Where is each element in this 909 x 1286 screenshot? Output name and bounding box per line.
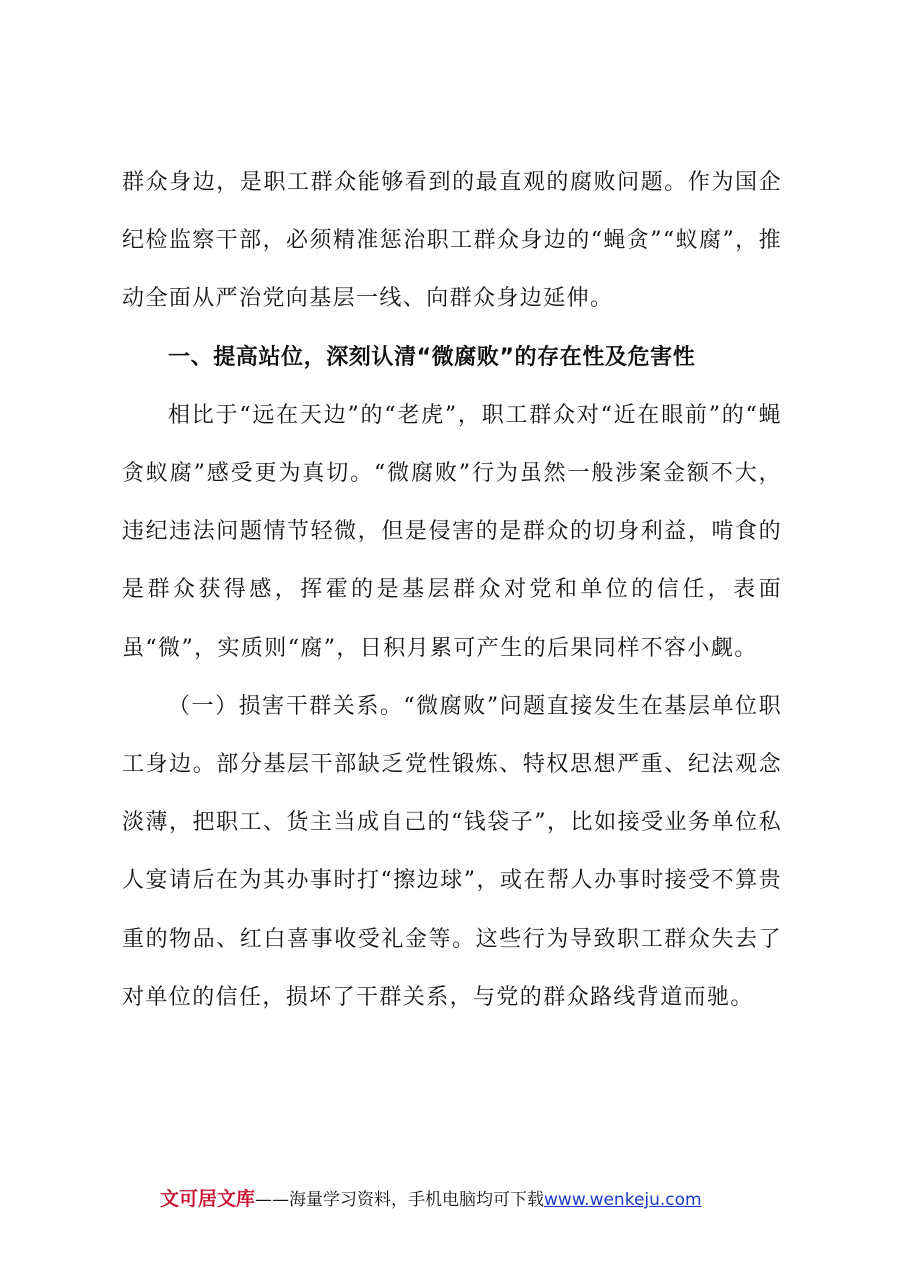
document-body [122,154,782,1027]
footer-url-link[interactable]: www.wenkeju.com [544,1190,702,1210]
footer-brand: 文可居文库 [160,1188,256,1210]
footer-tagline: ——海量学习资料，手机电脑均可下载 [255,1190,545,1210]
paragraph-subsection: （一）损害干群关系。“微腐败”问题直接发生在基层单位职工身边。部分基层干部缺乏党性锻炼、特权思想严重、纪法观念淡薄，把职工、货主当成自己的“钱袋子”，比如接受业务单位私人宴请后在为其办事时打“擦边球”，或在帮人办事时接受不算贵重的物品、红白喜事收受礼金等。这些行为导致职工群众失去了对单位的信任，损坏了干群关系，与党的群众路线背道而驰。 [122,693,782,1010]
paragraph-continued: 群众身边，是职工群众能够看到的最直观的腐败问题。作为国企纪检监察干部，必须精准惩治职工群众身边的“蝇贪”“蚁腐”，推动全面从严治党向基层一线、向群众身边延伸。 [122,170,782,312]
paragraph-body: 相比于“远在天边”的“老虎”，职工群众对“近在眼前”的“蝇贪蚁腐”感受更为真切。“微腐败”行为虽然一般涉案金额不大，违纪违法问题情节轻微，但是侵害的是群众的切身利益，啃食的是群众获得感，挥霍的是基层群众对党和单位的信任，表面虽“微”，实质则“腐”，日积月累可产生的后果同样不容小觑。 [122,402,782,661]
footer-banner [160,1184,702,1211]
section-heading: 一、提高站位，深刻认清“微腐败”的存在性及危害性 [168,344,696,370]
